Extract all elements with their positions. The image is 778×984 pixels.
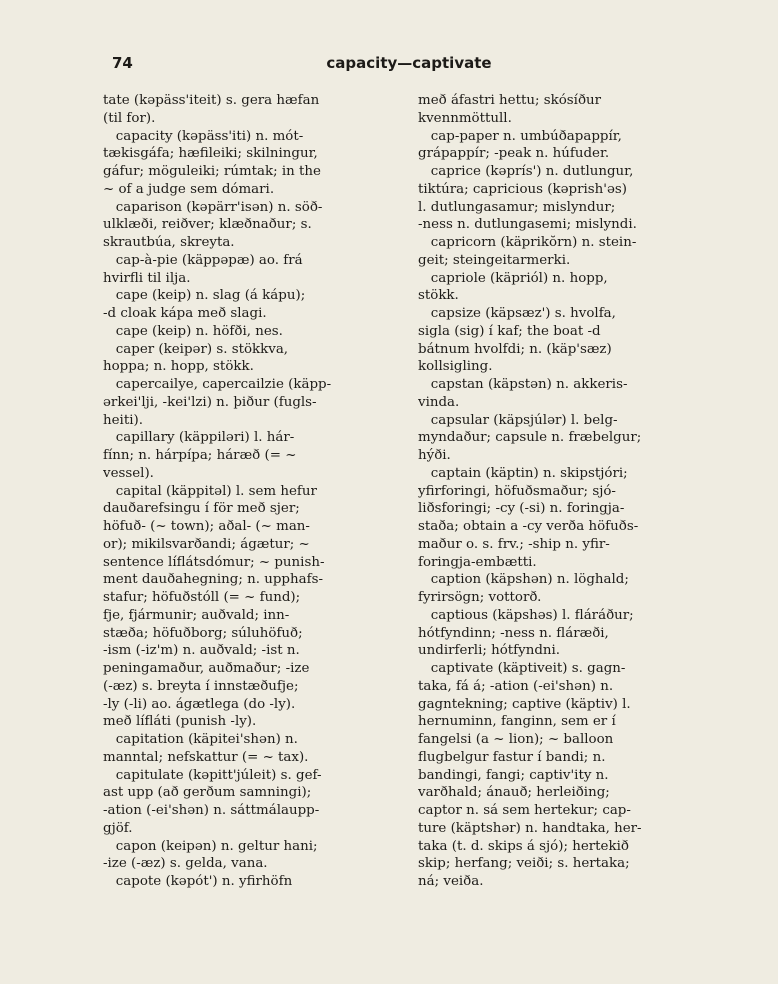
entry-line: skrautbúa, skreyta. — [103, 235, 235, 250]
entry-line: caper (keipər) s. stökkva, — [103, 341, 289, 357]
entry-line: taka (t. d. skips á sjó); hertekið — [418, 838, 629, 854]
entry-line: undirferli; hótfyndni. — [418, 643, 561, 659]
entry-line: vinda. — [418, 394, 460, 410]
entry-line: capercailye, capercailzie (käpp- — [103, 377, 332, 392]
entry-line: myndaður; capsule n. fræbelgur; — [418, 430, 642, 446]
entry-line: hýði. — [418, 448, 451, 463]
entry-line: vessel). — [103, 465, 154, 481]
entry-line: fangelsi (a ~ lion); ~ balloon — [418, 732, 614, 747]
entry-line: fyrirsögn; vottorð. — [418, 590, 542, 605]
entry-line: capote (kəpót') n. yfirhöfn — [103, 874, 293, 889]
entry-line: capon (keipən) n. geltur hani; — [103, 838, 318, 854]
page-header — [0, 54, 778, 78]
entry-line: liðsforingi; -cy (-si) n. foringja- — [418, 501, 625, 517]
entry-line: capstan (käpstən) n. akkeris- — [418, 377, 628, 392]
entry-line: ulklæði, reiðver; klæðnaður; s. — [103, 217, 312, 233]
entry-line: sigla (sig) í kaf; the boat -d — [418, 323, 601, 339]
entry-line: gagntekning; captive (käptiv) l. — [418, 696, 631, 712]
entry-line: hernuminn, fanginn, sem er í — [418, 714, 616, 730]
entry-line: stafur; höfuðstóll (= ~ fund); — [103, 590, 301, 605]
entry-line: capsize (käpsæz') s. hvolfa, — [418, 306, 616, 321]
entry-line: capillary (käppiləri) l. hár- — [103, 430, 295, 446]
left-column — [103, 92, 404, 891]
entry-line: ast upp (að gerðum samningi); — [103, 785, 312, 801]
page-number: 74 — [112, 54, 133, 72]
entry-line: höfuð- (~ town); aðal- (~ man- — [103, 519, 310, 534]
entry-line: kollsigling. — [418, 359, 493, 375]
entry-line: capricorn (käprikŏrn) n. stein- — [418, 235, 637, 250]
right-column — [418, 92, 719, 891]
entry-line: tate (kəpäss'iteit) s. gera hæfan — [103, 93, 320, 108]
entry-line: stæða; höfuðborg; súluhöfuð; — [103, 625, 303, 641]
entry-line: ná; veiða. — [418, 874, 484, 889]
entry-line: captious (käpshəs) l. fláráður; — [418, 607, 634, 623]
entry-line: capriole (käpriól) n. hopp, — [418, 270, 608, 286]
entry-line: varðhald; ánauð; herleiðing; — [418, 785, 610, 801]
entry-line: kvennmöttull. — [418, 110, 512, 126]
entry-line: ~ of a judge sem dómari. — [103, 181, 275, 197]
entry-line: grápappír; -peak n. húfuder. — [418, 146, 610, 162]
entry-line: dauðarefsingu í för með sjer; — [103, 501, 300, 517]
entry-line: captivate (käptiveit) s. gagn- — [418, 661, 626, 676]
entry-line: capital (käppitəl) l. sem hefur — [103, 483, 317, 499]
entry-line: yfirforingi, höfuðsmaður; sjó- — [418, 483, 616, 499]
entry-line: fínn; n. hárpípa; háræð (= ~ — [103, 448, 297, 463]
entry-line: með lífláti (punish -ly). — [103, 714, 257, 730]
entry-line: skip; herfang; veiði; s. hertaka; — [418, 856, 630, 872]
entry-line: -ize (-æz) s. gelda, vana. — [103, 856, 268, 872]
entry-line: captain (käptin) n. skipstjóri; — [418, 465, 628, 481]
entry-line: staða; obtain a -cy verða höfuðs- — [418, 519, 639, 534]
entry-line: or); mikilsvarðandi; ágætur; ~ — [103, 536, 310, 552]
entry-line: caption (käpshən) n. löghald; — [418, 572, 629, 588]
entry-line: gjöf. — [103, 820, 133, 836]
entry-line: stökk. — [418, 288, 459, 304]
entry-line: manntal; nefskattur (= ~ tax). — [103, 749, 309, 765]
entry-line: taka, fá á; -ation (-ei'shən) n. — [418, 678, 614, 694]
entry-line: hoppa; n. hopp, stökk. — [103, 359, 254, 375]
entry-line: hótfyndinn; -ness n. fláræði, — [418, 625, 609, 641]
entry-line: geit; steingeitarmerki. — [418, 252, 571, 268]
entry-line: ture (käptshər) n. handtaka, her- — [418, 820, 642, 836]
entry-line: sentence líflátsdómur; ~ punish- — [103, 554, 325, 570]
entry-line: captor n. sá sem hertekur; cap- — [418, 803, 631, 818]
entry-line: capacity (kəpäss'iti) n. mót- — [103, 128, 304, 144]
entry-line: (-æz) s. breyta í innstæðufje; — [103, 678, 299, 694]
entry-line: flugbelgur fastur í bandi; n. — [418, 749, 606, 765]
entry-line: -ly (-li) ao. ágætlega (do -ly). — [103, 696, 296, 712]
entry-line: heiti). — [103, 412, 143, 428]
running-head: capacity—captivate — [326, 54, 492, 72]
entry-line: bandingi, fangi; captiv'ity n. — [418, 767, 609, 783]
entry-line: capitation (käpitei'shən) n. — [103, 732, 298, 747]
entry-line: cape (keip) n. höfði, nes. — [103, 323, 283, 339]
entry-line: gáfur; möguleiki; rúmtak; in the — [103, 164, 321, 179]
entry-line: cape (keip) n. slag (á kápu); — [103, 288, 306, 304]
entry-line: cap-à-pie (käppəpæ) ao. frá — [103, 252, 303, 268]
entry-line: bátnum hvolfdi; n. (käp'sæz) — [418, 341, 612, 357]
entry-line: -ation (-ei'shən) n. sáttmálaupp- — [103, 803, 320, 818]
entry-line: ərkei'lji, -kei'lzi) n. þiður (fugls- — [103, 394, 317, 410]
entry-line: fje, fjármunir; auðvald; inn- — [103, 607, 290, 623]
entry-line: caprice (kəprís') n. dutlungur, — [418, 164, 634, 179]
entry-line: peningamaður, auðmaður; -ize — [103, 661, 310, 676]
entry-line: maður o. s. frv.; -ship n. yfir- — [418, 536, 610, 552]
entry-line: capsular (käpsjúlər) l. belg- — [418, 412, 618, 428]
entry-line: hvirfli til ilja. — [103, 270, 191, 286]
entry-line: (til for). — [103, 110, 156, 126]
entry-line: l. dutlungasamur; mislyndur; — [418, 199, 616, 215]
entry-line: með áfastri hettu; skósíður — [418, 93, 602, 108]
entry-line: capitulate (kəpitt'júleit) s. gef- — [103, 767, 322, 783]
entry-line: caparison (kəpärr'isən) n. söð- — [103, 199, 323, 215]
entry-line: tækisgáfa; hæfileiki; skilningur, — [103, 146, 318, 162]
entry-line: -ism (-iz'm) n. auðvald; -ist n. — [103, 643, 300, 659]
entry-line: -ness n. dutlungasemi; mislyndi. — [418, 217, 637, 233]
entry-line: tiktúra; capricious (kəprish'əs) — [418, 181, 627, 197]
entry-line: ment dauðahegning; n. upphafs- — [103, 572, 323, 588]
entry-line: foringja-embætti. — [418, 554, 537, 570]
entry-line: cap-paper n. umbúðapappír, — [418, 128, 622, 144]
entry-line: -d cloak kápa með slagi. — [103, 306, 267, 321]
